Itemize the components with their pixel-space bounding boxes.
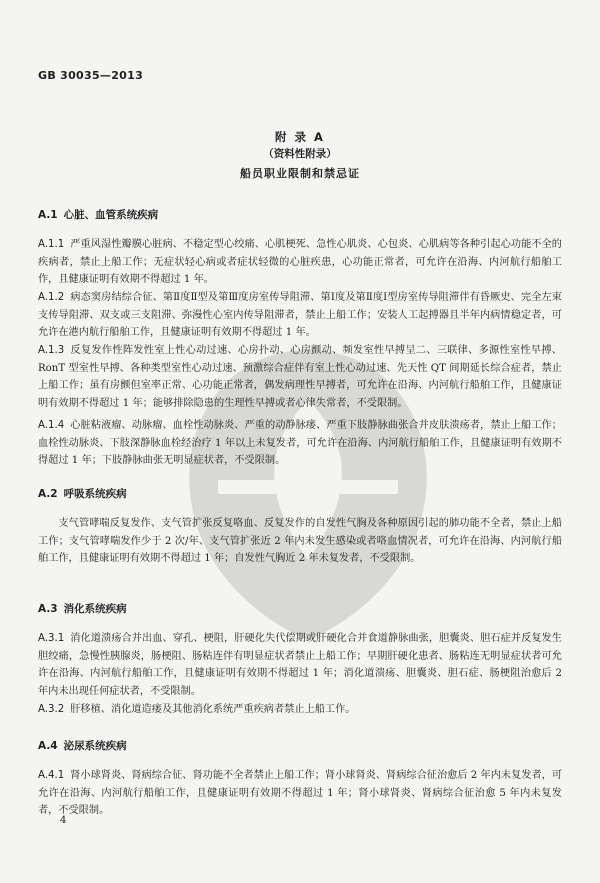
- section-number: A.2: [38, 488, 58, 500]
- clause-number: A.1.4: [38, 420, 65, 431]
- section-title: 心脏、血管系统疾病: [63, 209, 159, 221]
- section-title: 泌尿系统疾病: [63, 740, 127, 752]
- clause-text: 反复发作性阵发性室上性心动过速、心房扑动、心房颤动、频发室性早搏呈二、三联律、多源性室性早搏、RonT 型室性早搏、各种类型室性心动过速、预激综合症伴有室上性心动过速、先天性 QT 间期延长综合症者，禁止上船工作；虽有房颤但室率正常、心功能正常者，偶发病理性早搏者，可允许在沿海、内河航行船舶工作，且健康证明有效期不得超过 1 年；能够排除隐患的生理性早搏或者心律失常者，不受限制。: [38, 345, 562, 409]
- clause-a3-1: [38, 630, 562, 700]
- clause-text: 肾小球肾炎、肾病综合征、肾功能不全者禁止上船工作；肾小球肾炎、肾病综合征治愈后 2 年内未复发者，可允许在沿海、内河航行船舶工作，且健康证明有效期不得超过 1 年；肾小球肾炎、肾病综合征治愈 5 年内未复发者，不受限制。: [38, 770, 563, 817]
- clause-a1-2: [38, 289, 562, 342]
- clause-a4-1: [38, 767, 562, 820]
- section-heading-a1: [38, 207, 158, 222]
- appendix-subtitle: （资料性附录）: [263, 148, 337, 160]
- section-number: A.1: [38, 209, 58, 221]
- appendix-title: 附 录 A: [275, 130, 325, 144]
- clause-text: 消化道溃疡合并出血、穿孔、梗阻，肝硬化失代偿期或肝硬化合并食道静脉曲张，胆囊炎、胆石症并反复发生胆绞痛，急慢性胰腺炎，肠梗阻、肠粘连伴有明显症状者禁止上船工作；早期肝硬化患者、肠粘连无明显症状者可允许在沿海、内河航行船舶工作，且健康证明有效期不得超过 1 年；消化道溃疡、胆囊炎、胆石症、肠梗阻治愈后 2 年内未出现任何症状者，不受限制。: [38, 633, 562, 697]
- appendix-heading: 船员职业限制和禁忌证: [240, 167, 360, 180]
- clause-a1-1: [38, 236, 562, 289]
- clause-number: A.3.2: [38, 704, 65, 715]
- clause-number: A.3.1: [38, 633, 65, 644]
- section-title: 呼吸系统疾病: [63, 488, 127, 500]
- clause-a1-4: [38, 417, 562, 470]
- clause-text: 支气管哮喘反复发作、支气管扩张反复咯血、反复发作的自发性气胸及各种原因引起的肺功能不全者，禁止上船工作；支气管哮喘发作少于 2 次/年、支气管扩张近 2 年内未发生感染或者咯血情况者，可允许在沿海、内河航行船舶工作，且健康证明有效期不得超过 1 年；自发性气胸近 2 年未复发者，不受限制。: [38, 518, 562, 565]
- standard-number: GB 30035—2013: [38, 69, 144, 82]
- section-heading-a3: [38, 601, 127, 616]
- clause-a3-2: [38, 701, 562, 719]
- clause-text: 心脏粘液瘤、动脉瘤、血栓性动脉炎、严重的动静脉瘘、严重下肢静脉曲张合并皮肤溃疡者，禁止上船工作；血栓性动脉炎、下肢深静脉血栓经治疗 1 年以上未复发者，可允许在沿海、内河航行船舶工作，且健康证明有效期不得超过 1 年；下肢静脉曲张无明显症状者，不受限制。: [38, 420, 562, 467]
- section-number: A.4: [38, 740, 58, 752]
- section-heading-a2: [38, 486, 127, 501]
- clause-number: A.4.1: [38, 770, 65, 781]
- section-heading-a4: [38, 738, 127, 753]
- clause-a2: [38, 515, 562, 568]
- section-title: 消化系统疾病: [63, 603, 127, 615]
- section-number: A.3: [38, 603, 58, 615]
- clause-number: A.1.3: [38, 345, 65, 356]
- clause-number: A.1.1: [38, 239, 65, 250]
- clause-text: 肝移植、消化道造瘘及其他消化系统严重疾病者禁止上船工作。: [70, 704, 356, 715]
- clause-a1-3: [38, 342, 562, 412]
- clause-number: A.1.2: [38, 292, 65, 303]
- page-number: 4: [60, 815, 67, 826]
- clause-text: 严重风湿性瓣膜心脏病、不稳定型心绞痛、心肌梗死、急性心肌炎、心包炎、心肌病等各种引起心功能不全的疾病者，禁止上船工作；无症状轻心病或者症状轻微的心脏疾患，心功能正常者，可允许在沿海、内河航行船舶工作，且健康证明有效期不得超过 1 年。: [38, 239, 562, 286]
- clause-text: 病态窦房结综合征、第Ⅱ度Ⅱ型及第Ⅲ度房室传导阻滞、第Ⅰ度及第Ⅱ度Ⅰ型房室传导阻滞伴有昏厥史、完全左束支传导阻滞、双支或三支阻滞、弥漫性心室内传导阻滞者，禁止上船工作；安装人工起搏器且半年内病情稳定者，可允许在港内航行船舶工作，且健康证明有效期不得超过 1 年。: [38, 292, 562, 339]
